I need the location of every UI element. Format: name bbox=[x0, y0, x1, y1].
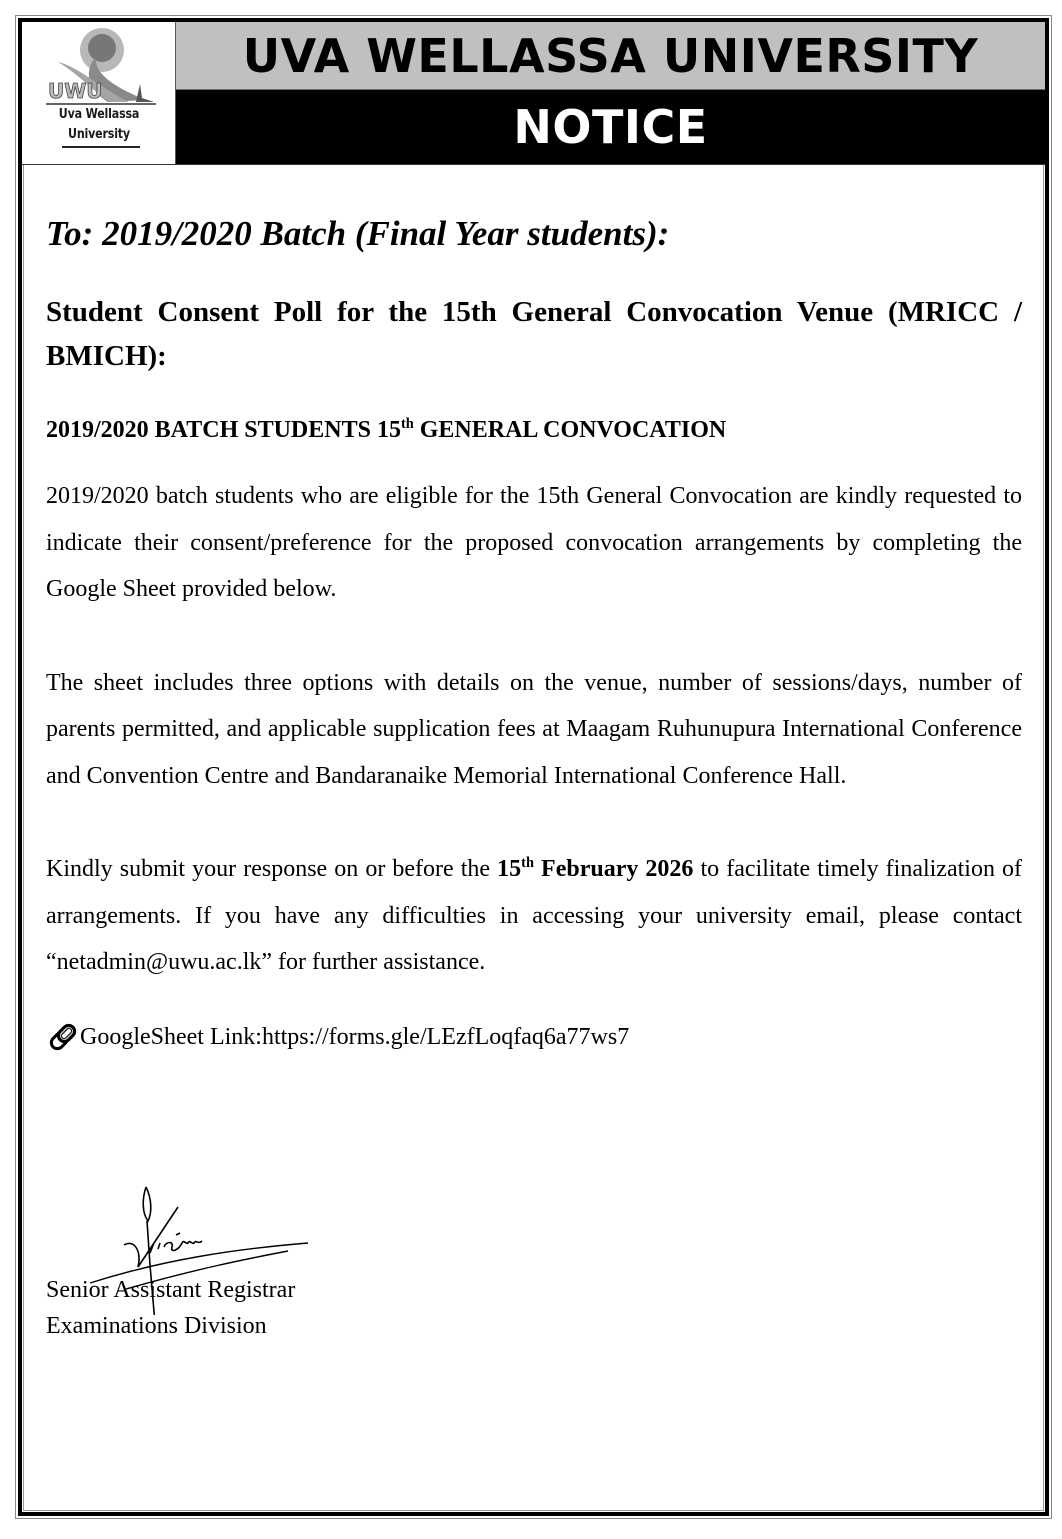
poll-title: Student Consent Poll for the 15th General Convocation Venue (MRICC / BMICH): bbox=[46, 296, 1022, 372]
signature-block bbox=[46, 1185, 366, 1355]
deadline-month-year: February 2026 bbox=[533, 856, 694, 882]
university-name: UVA WELLASSA UNIVERSITY bbox=[242, 28, 979, 83]
paragraph-options: The sheet includes three options with details on the venue, number of sessions/days, number of parents permitted, and applicable supplication fees at Maagam Ruhunupura International Conference and Convention Centre and Bandaranaike Memorial International Conference Hall. bbox=[46, 669, 1022, 789]
batch-heading bbox=[46, 415, 1022, 445]
deadline-day: 15 bbox=[497, 856, 522, 882]
logo-name-line1: Uva Wellassa bbox=[58, 107, 140, 122]
batch-heading-suffix: GENERAL CONVOCATION bbox=[413, 417, 727, 443]
notice-label: NOTICE bbox=[513, 100, 708, 154]
deadline-after: to facilitate timely finalization of arrangements. If you have any difficulties in accessing your university email, please contact “netadmin@uwu.ac.lk” for further assistance. bbox=[46, 856, 1023, 975]
link-icon bbox=[46, 1022, 80, 1052]
logo-underline bbox=[62, 146, 140, 148]
google-sheet-link-line bbox=[46, 1022, 1022, 1052]
university-logo bbox=[22, 22, 176, 164]
header-title-column bbox=[176, 22, 1045, 164]
link-label: GoogleSheet Link: bbox=[80, 1023, 262, 1050]
paragraph-deadline bbox=[46, 846, 1022, 986]
google-sheet-link[interactable]: https://forms.gle/LEzfLoqfaq6a77ws7 bbox=[261, 1023, 630, 1050]
deadline-date bbox=[497, 856, 693, 882]
recipient-line: To: 2019/2020 Batch (Final Year students): bbox=[46, 214, 670, 253]
paragraph-eligibility: 2019/2020 batch students who are eligible for the 15th General Convocation are kindly requested to indicate their consent/preference for the proposed convocation arrangements by completing the Google Sheet provided below. bbox=[46, 483, 1022, 602]
notice-band bbox=[176, 90, 1045, 164]
batch-heading-prefix: 2019/2020 BATCH STUDENTS 15 bbox=[46, 417, 401, 443]
deadline-before: Kindly submit your response on or before the bbox=[46, 856, 498, 882]
logo-name-line2: University bbox=[68, 127, 130, 142]
batch-heading-sup: th bbox=[400, 416, 414, 432]
deadline-sup: th bbox=[521, 855, 534, 871]
svg-text:UWU: UWU bbox=[48, 79, 103, 103]
notice-body bbox=[46, 204, 1022, 1052]
logo-emblem-icon bbox=[36, 26, 166, 110]
signatory-division: Examinations Division bbox=[46, 1313, 267, 1339]
notice-header bbox=[22, 22, 1045, 165]
signatory-title: Senior Assistant Registrar bbox=[46, 1277, 296, 1303]
university-name-band bbox=[176, 22, 1045, 90]
